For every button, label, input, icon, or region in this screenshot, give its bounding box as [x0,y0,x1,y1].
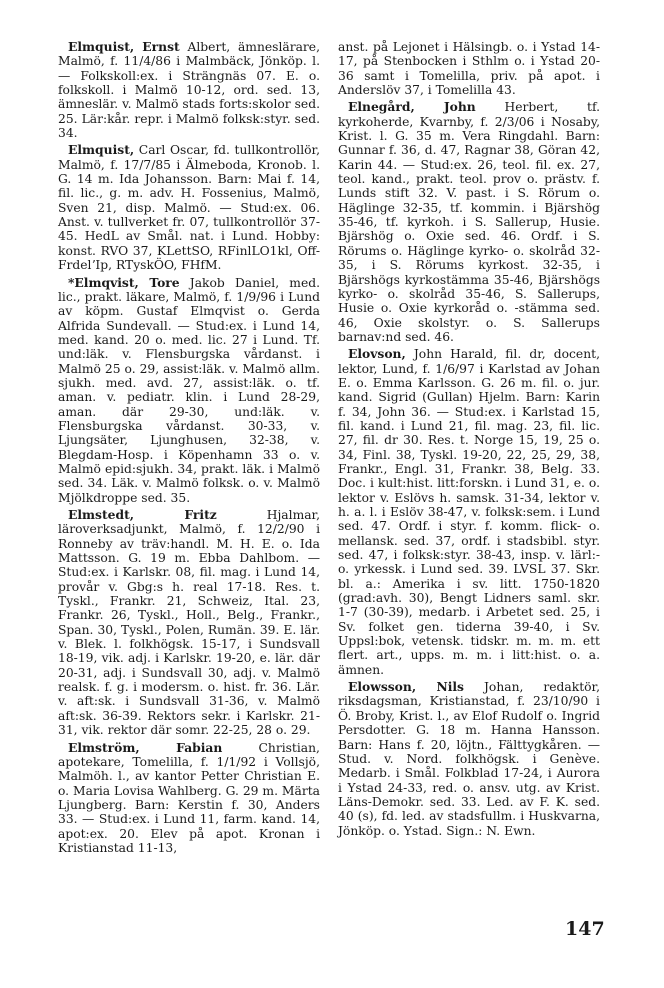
right-column [338,40,600,841]
entry-text: Carl Oscar, fd. tullkontrollör, Malmö, f. 17/7/85 i Älmeboda, Kronob. l. G. 14 m. Ida Johansson. Barn: Mai f. 14, fil. lic., g. m. adv. H. Fossenius, Malmö, Sven 21, disp. Malmö. — Stud:ex. 06. Anst. v. tullverket fr. 07, tullkontrollör 37-45. HedL av Smål. nat. i Lund. Hobby: konst. RVO 37, KLettSO, RFinlLO1kl, Off-FrdelʼIp, RTyskÖO, FHfM. [58,143,320,273]
entry-name: Elmquist, Ernst [68,39,180,54]
entry-name: Elovson, [348,346,406,362]
entry-text: Johan, redaktör, riksdagsman, Kristianstad, f. 23/10/90 i Ö. Broby, Krist. l., av Elof Rudolf o. Ingrid Persdotter. G. 18 m. Hanna Hansson. Barn: Hans f. 20, löjtn., Fälttygkåren. — Stud. v. Nord. folkhögsk. i Genève. Medarb. i Smål. Folkblad 17-24, i Aurora i Ystad 24-33, red. o. ansv. utg. av Krist. Läns-Demokr. sed. 33. Led. av F. K. sed. 40 (s), fd. led. av stadsfullm. i Huskvarna, Jönköp. o. Ystad. Sign.: N. Ewn. [338,680,600,838]
entry-text: Herbert, tf. kyrkoherde, Kvarnby, f. 2/3/06 i Nosaby, Krist. l. G. 35 m. Vera Ringdahl. Barn: Gunnar f. 36, d. 47, Ragnar 38, Göran 42, Karin 44. — Stud:ex. 26, teol. fil. ex. 27, teol. kand., prakt. teol. prov o. prästv. f. Lunds stift 32. V. past. i S. Rörum o. Häglinge 32-35, tf. kommin. i Bjärshög 35-46, tf. kyrkoh. i S. Sallerup, Husie. Bjärshög o. Oxie sed. 46. Ordf. i S. Rörums o. Häglinge kyrko- o. skolråd 32-35, i S. Rörums kyrkost. 32-35, i Bjärshögs kyrkostämma 35-46, Bjärshögs kyrko- o. skolråd 35-46, S. Sallerups, Husie o. Oxie kyrkoråd o. -stämma sed. 46, Oxie skolstyr. o. S. Sallerups barnav:nd sed. 46. [338,100,600,344]
entry-name: *Elmqvist, Tore [68,274,180,290]
biography-entry [338,347,600,677]
entry-name: Elowsson, Nils [348,679,464,695]
entry-name: Elnegård, John [348,99,476,115]
biography-entry [338,100,600,344]
entry-text: Albert, ämneslärare, Malmö, f. 11/4/86 i Malmbäck, Jönköp. l. — Folkskoll:ex. i Strängnäs 07. E. o. folkskoll. i Malmö 10-12, ord. sed. 13, ämneslär. v. Malmö stads forts:skolor sed. 25. Lär:kår. repr. i Malmö folksk:styr. sed. 34. [58,40,320,141]
entry-text: Jakob Daniel, med. lic., prakt. läkare, Malmö, f. 1/9/96 i Lund av köpm. Gustaf Elmqvist o. Gerda Alfrida Sundevall. — Stud:ex. i Lund 14, med. kand. 20 o. med. lic. 27 i Lund. Tf. und:läk. v. Flensburgska vårdanst. i Malmö 25 o. 29, assist:läk. v. Malmö allm. sjukh. med. avd. 27, assist:läk. o. tf. aman. v. pediatr. klin. i Lund 28-29, aman. där 29-30, und:läk. v. Flensburgska vårdanst. 30-33, v. Ljungsäter, Ljunghusen, 32-38, v. Blegdam-Hosp. i Köpenhamn 33 o. v. Malmö epid:sjukh. 34, prakt. läk. i Malmö sed. 34. Läk. v. Malmö folksk. o. v. Malmö Mjölkdroppe sed. 35. [58,275,321,505]
biography-entry [58,276,320,506]
entry-text: Hjalmar, läroverksadjunkt, Malmö, f. 12/2/90 i Ronneby av träv:handl. M. H. E. o. Ida Mattsson. G. 19 m. Ebba Dahlbom. — Stud:ex. i Karlskr. 08, fil. mag. i Lund 14, provår v. Gbg:s h. real 17-18. Res. t. Tyskl., Frankr. 21, Schweiz, Ital. 23, Frankr. 26, Tyskl., Holl., Belg., Frankr., Span. 30, Tyskl., Polen, Rumän. 39. E. lär. v. Blek. l. folkhögsk. 15-17, i Sundsvall 18-19, vik. adj. i Karlskr. 19-20, e. lär. där 20-31, adj. i Sundsvall 30, adj. v. Malmö realsk. f. g. i modersm. o. hist. fr. 36. Lär. v. aft:sk. i Sundsvall 31-36, v. Malmö aft:sk. 36-39. Rektors sekr. i Karlskr. 21-31, vik. rektor där somr. 22-25, 28 o. 29. [58,508,320,738]
entry-text: Christian, apotekare, Tomelilla, f. 1/1/92 i Vollsjö, Malmöh. l., av kantor Petter Christian E. o. Maria Lovisa Wahlberg. G. 29 m. Märta Ljungberg. Barn: Kerstin f. 30, Anders 33. — Stud:ex. i Lund 11, farm. kand. 14, apot:ex. 20. Elev på apot. Kronan i Kristianstad 11-13, [58,740,320,855]
biography-entry [338,40,600,97]
entry-name: Elmquist, [68,142,135,158]
entry-name: Elmstedt, Fritz [68,507,217,522]
biography-entry [58,741,320,856]
biography-entry [58,143,320,272]
entry-text: anst. på Lejonet i Hälsingb. o. i Ystad 14-17, på Stenbocken i Sthlm o. i Ystad 20-36 samt i Tomelilla, priv. på apot. i Anderslöv 37, i Tomelilla 43. [338,40,600,98]
biography-entry [338,680,600,838]
entry-name: Elmström, Fabian [68,739,223,755]
page-number: 147 [565,918,605,940]
biography-entry [58,508,320,738]
entry-text: John Harald, fil. dr, docent, lektor, Lund, f. 1/6/97 i Karlstad av Johan E. o. Emma Karlsson. G. 26 m. fil. o. jur. kand. Sigrid (Gullan) Hjelm. Barn: Karin f. 34, John 36. — Stud:ex. i Karlstad 15, fil. kand. i Lund 21, fil. mag. 23, fil. lic. 27, fil. dr 30. Res. t. Norge 15, 19, 25 o. 34, Finl. 38, Tyskl. 19-20, 22, 25, 29, 38, Frankr., Engl. 31, Frankr. 38, Belg. 33. Doc. i kult:hist. litt:forskn. i Lund 31, e. o. lektor v. Eslövs h. samsk. 31-34, lektor v. h. a. l. i Eslöv 38-47, v. folksk:sem. i Lund sed. 47. Ordf. i styr. f. komm. flick- o. mellansk. sed. 37, ordf. i stadsbibl. styr. sed. 47, i folksk:styr. 38-43, insp. v. lärl:- o. yrkessk. i Lund sed. 39. LVSL 37. Skr. bl. a.: Amerika i sv. litt. 1750-1820 (grad:avh. 30), Bengt Lidners saml. skr. 1-7 (30-39), medarb. i Arbetet sed. 25, i Sv. folket gen. tiderna 39-40, i Sv. Uppsl:bok, vetensk. tidskr. m. m. m. ett flert. art., upps. m. m. i litt:hist. o. a. ämnen. [338,347,600,677]
left-column [58,40,320,858]
biography-entry [58,40,320,140]
